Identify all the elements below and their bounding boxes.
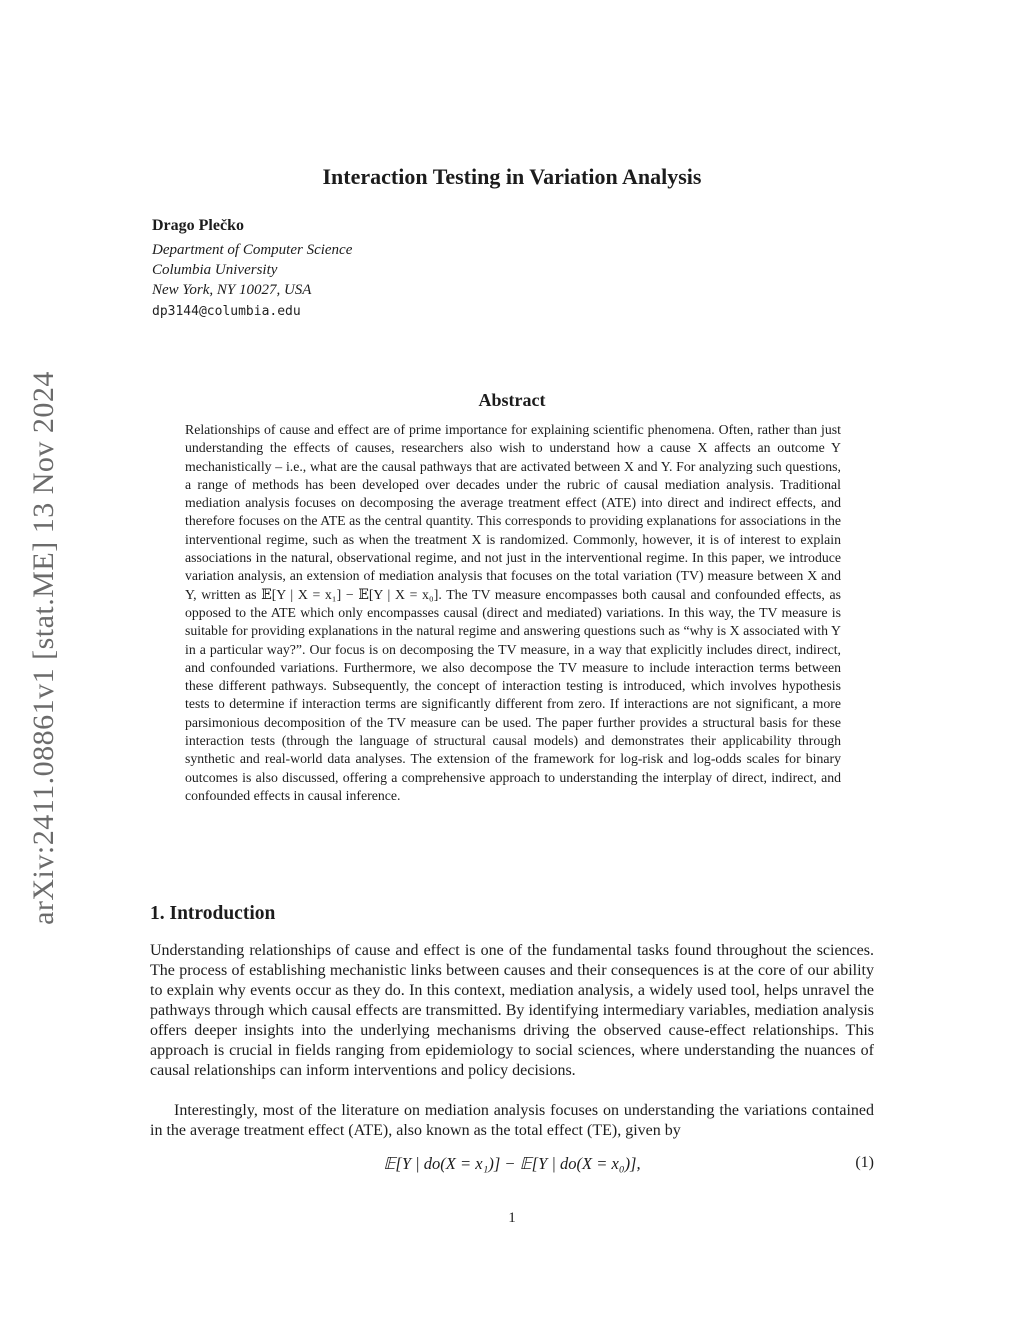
section-heading-introduction: 1. Introduction bbox=[150, 903, 276, 924]
abstract-heading: Abstract bbox=[478, 390, 546, 410]
page-number: 1 bbox=[508, 1210, 516, 1226]
author-department: Department of Computer Science bbox=[152, 242, 353, 258]
equation-1: 𝔼[Y | do(X = x₁)] − 𝔼[Y | do(X = x₀)], bbox=[383, 1154, 641, 1173]
author-address: New York, NY 10027, USA bbox=[152, 282, 312, 298]
arxiv-identifier-watermark: arXiv:2411.08861v1 [stat.ME] 13 Nov 2024 bbox=[27, 371, 60, 925]
paper-title: Interaction Testing in Variation Analysis bbox=[322, 164, 702, 189]
author-block bbox=[152, 217, 352, 319]
author-email: dp3144@columbia.edu bbox=[152, 304, 301, 319]
equation-1-row bbox=[150, 1154, 874, 1174]
equation-1-number: (1) bbox=[855, 1154, 874, 1171]
author-university: Columbia University bbox=[152, 262, 278, 278]
introduction-paragraph-2: Interestingly, most of the literature on mediation analysis focuses on understanding the variations contained in the average treatment effect (ATE), also known as the total effect (TE), given by bbox=[150, 1102, 874, 1139]
introduction-paragraph-1: Understanding relationships of cause and effect is one of the fundamental tasks found throughout the sciences. The process of establishing mechanistic links between causes and their consequences is at the core of our ability to explain why events occur as they do. In this context, mediation analysis, a widely used tool, helps unravel the pathways through which causal effects are transmitted. By identifying intermediary variables, mediation analysis offers deeper insights into the underlying mechanisms driving the observed cause-effect relationships. This approach is crucial in fields ranging from epidemiology to social sciences, where understanding the nuances of causal relationships can inform interventions and policy decisions. bbox=[150, 942, 874, 1079]
abstract-body: Relationships of cause and effect are of prime importance for explaining scientific phenomena. Often, rather than just understanding the effects of causes, researchers also wish to understand how a cause X affects an outcome Y mechanistically – i.e., what are the causal pathways that are activated between X and Y. For analyzing such questions, a range of methods has been developed over decades under the rubric of causal mediation analysis. Traditional mediation analysis focuses on decomposing the average treatment effect (ATE) into direct and indirect effects, and therefore focuses on the ATE as the central quantity. This corresponds to providing explanations for associations in the interventional regime, such as when the treatment X is randomized. Commonly, however, it is of interest to explain associations in the natural, observational regime, and not just in the interventional regime. In this paper, we introduce variation analysis, an extension of mediation analysis that focuses on the total variation (TV) measure between X and Y, written as 𝔼[Y | X = x₁] − 𝔼[Y | X = x₀]. The TV measure encompasses both causal and confounded effects, as opposed to the ATE which only encompasses causal (direct and mediated) variations. In this way, the TV measure is suitable for providing explanations in the natural regime and answering questions such as “why is X associated with Y in a particular way?”. Our focus is on decomposing the TV measure, in a way that explicitly includes direct, indirect, and confounded variations. Furthermore, we also decompose the TV measure to include interaction terms between these different pathways. Subsequently, the concept of interaction testing is introduced, which involves hypothesis tests to determine if interaction terms are significantly different from zero. If interactions are not significant, a more parsimonious decomposition of the TV measure can be used. The paper further provides a structural basis for these interaction tests (through the language of structural causal models) and demonstrates their applicability through synthetic and real-world data analyses. The extension of the framework for log-risk and log-odds scales for binary outcomes is also discussed, offering a comprehensive approach to understanding the interplay of direct, indirect, and confounded effects in causal inference. bbox=[185, 422, 841, 803]
author-name: Drago Plečko bbox=[152, 217, 244, 234]
